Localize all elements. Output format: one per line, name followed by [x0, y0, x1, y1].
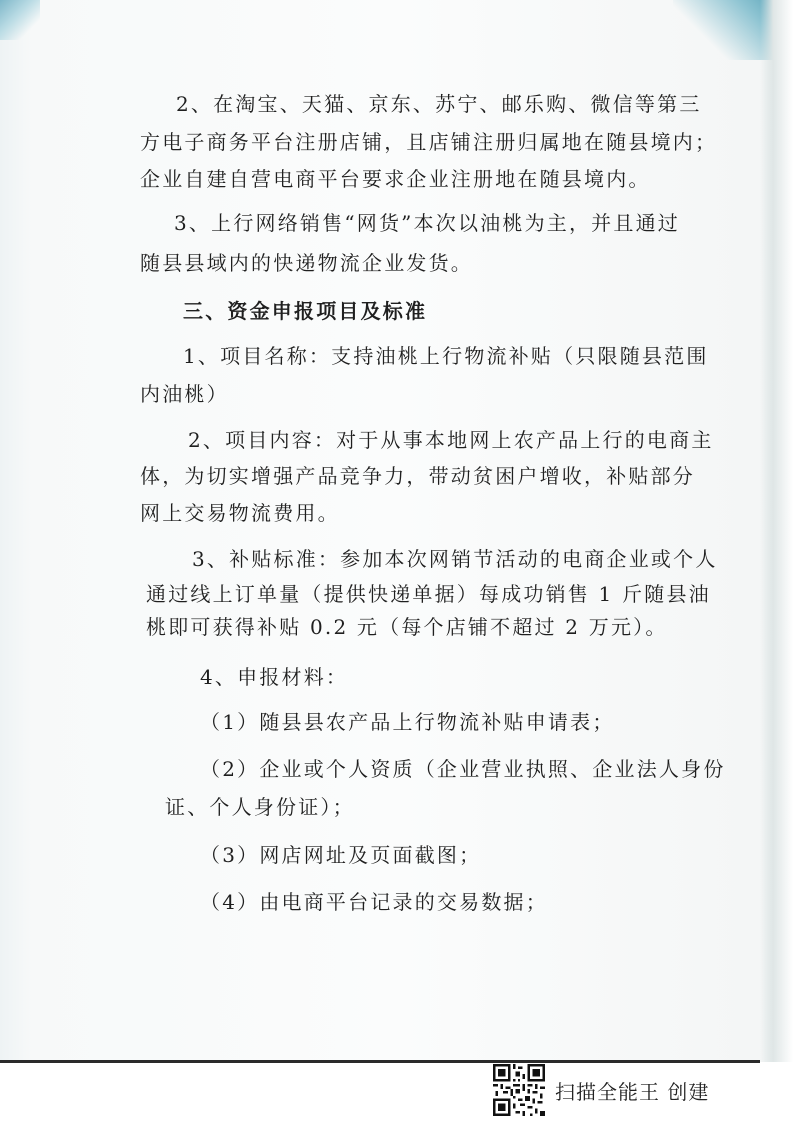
- list-item: （3）网店网址及页面截图；: [200, 843, 482, 867]
- paragraph-line: 体，为切实增强产品竞争力，带动贫困户增收，补贴部分: [140, 464, 695, 488]
- paragraph-line: 2、在淘宝、天猫、京东、苏宁、邮乐购、微信等第三: [176, 92, 702, 116]
- list-heading: 4、申报材料：: [200, 665, 349, 689]
- paragraph-line: 1、项目名称：支持油桃上行物流补贴（只限随县范围: [183, 344, 709, 368]
- list-item: （1）随县县农产品上行物流补贴申请表；: [200, 710, 615, 734]
- list-item-continuation: 证、个人身份证）；: [165, 795, 355, 819]
- list-item: （2）企业或个人资质（企业营业执照、企业法人身份: [200, 757, 726, 781]
- paragraph-line: 3、上行网络销售“网货”本次以油桃为主，并且通过: [174, 211, 680, 235]
- paragraph-line: 随县县域内的快递物流企业发货。: [140, 251, 473, 275]
- scanner-watermark: [493, 1062, 753, 1118]
- paragraph-line: 2、项目内容：对于从事本地网上农产品上行的电商主: [188, 428, 714, 452]
- paragraph-line: 内油桃）: [140, 382, 229, 406]
- paragraph-line: 网上交易物流费用。: [140, 501, 340, 525]
- list-item: （4）由电商平台记录的交易数据；: [200, 890, 548, 914]
- paragraph-line: 3、补贴标准：参加本次网销节活动的电商企业或个人: [192, 547, 718, 571]
- paragraph-line: 桃即可获得补贴 0.2 元（每个店铺不超过 2 万元）。: [146, 615, 668, 639]
- section-heading: 三、资金申报项目及标准: [183, 299, 428, 323]
- paragraph-line: 方电子商务平台注册店铺，且店铺注册归属地在随县境内；: [140, 130, 718, 154]
- scanner-app-credit: 扫描全能王 创建: [555, 1080, 710, 1104]
- qr-code-icon: [493, 1064, 545, 1116]
- paragraph-line: 通过线上订单量（提供快递单据）每成功销售 1 斤随县油: [146, 582, 711, 606]
- paragraph-line: 企业自建自营电商平台要求企业注册地在随县境内。: [140, 167, 651, 191]
